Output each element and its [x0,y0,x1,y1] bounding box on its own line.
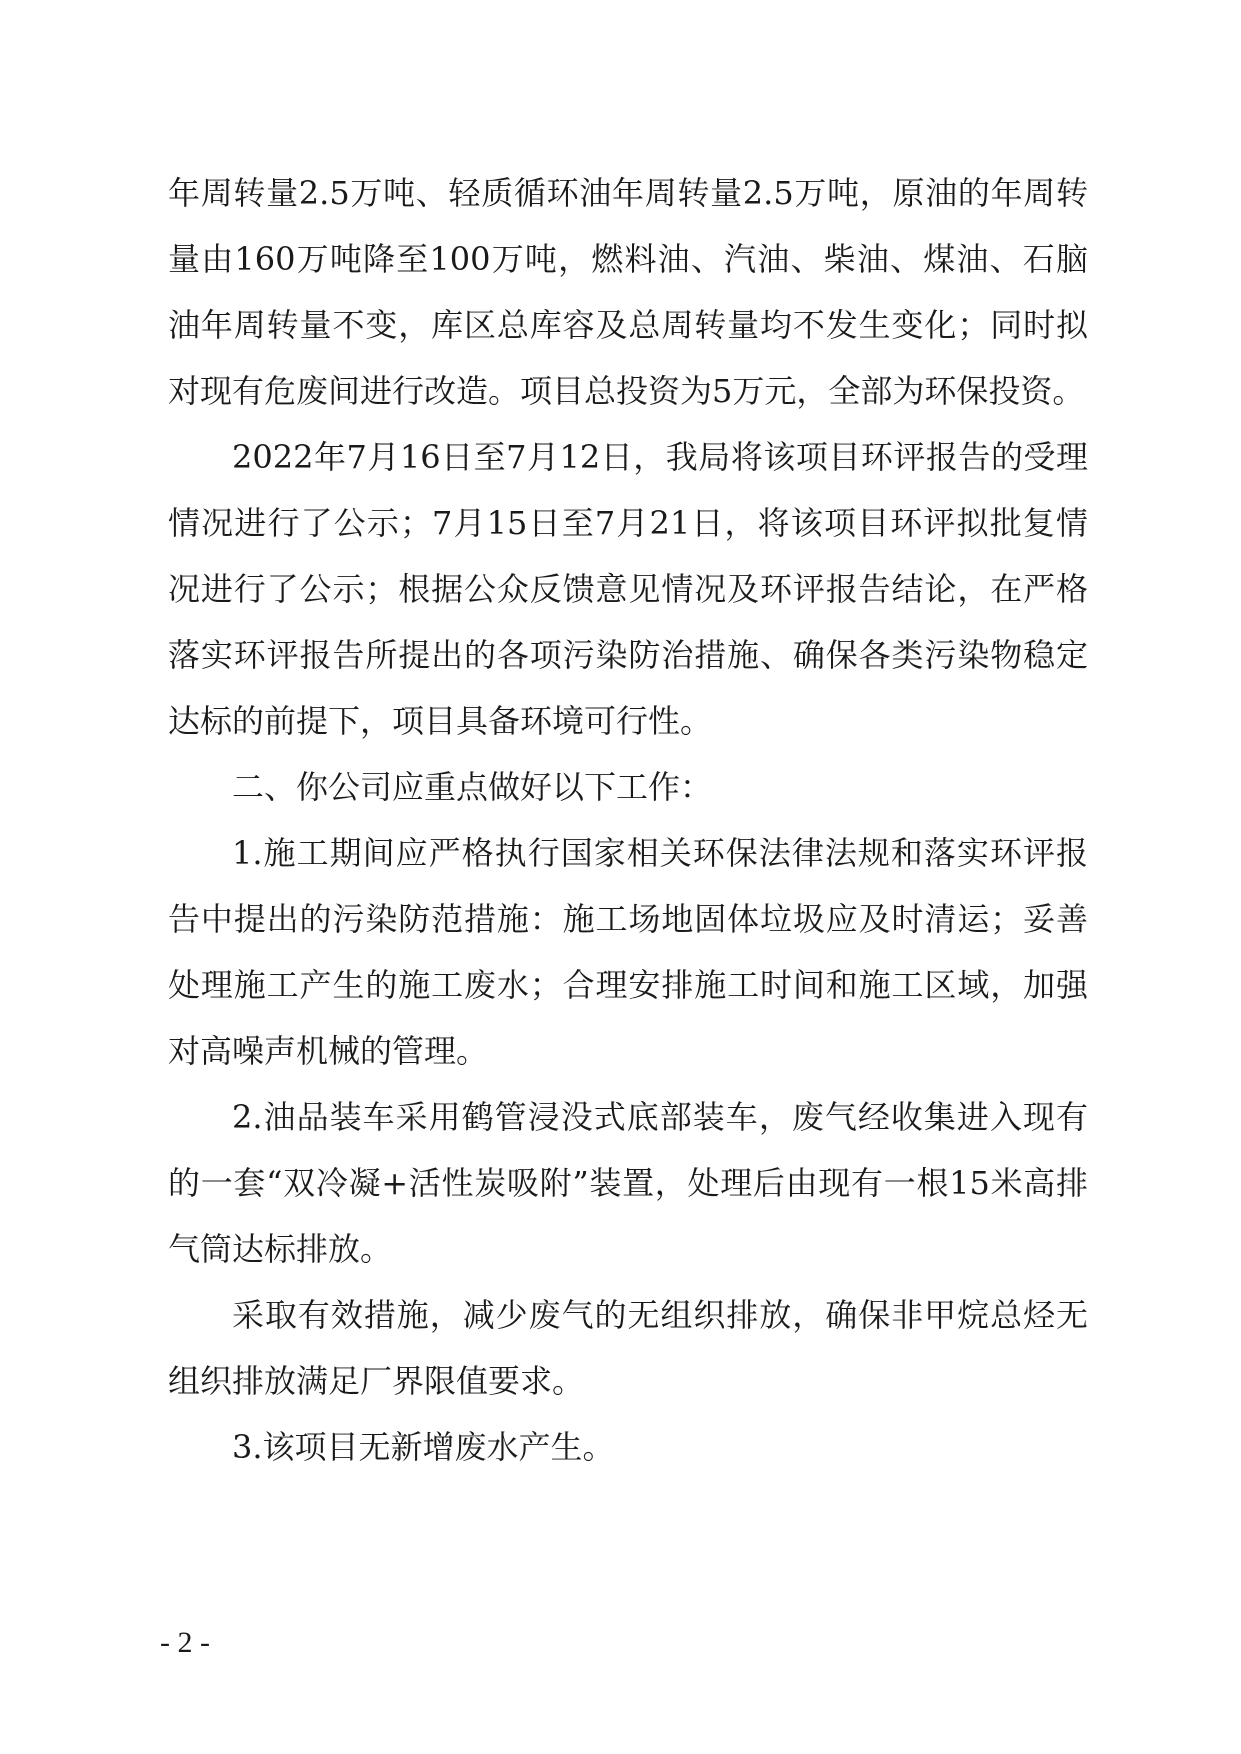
paragraph-public-notice: 2022年7月16日至7月12日，我局将该项目环评报告的受理情况进行了公示；7月15日至7月21日，将该项目环评拟批复情况进行了公示；根据公众反馈意见情况及环评报告结论，在严格落实环评报告所提出的各项污染防治措施、确保各类污染物稳定达标的前提下，项目具备环境可行性。 [168,438,1088,740]
document-body [168,160,1088,1480]
paragraph-item-1-construction: 1.施工期间应严格执行国家相关环保法律法规和落实环评报告中提出的污染防范措施：施工场地固体垃圾应及时清运；妥善处理施工产生的施工废水；合理安排施工时间和施工区域，加强对高噪声机械的管理。 [168,834,1088,1070]
section-heading-key-tasks: 二、你公司应重点做好以下工作： [232,768,713,806]
paragraph-item-2-loading: 2.油品装车采用鹤管浸没式底部装车，废气经收集进入现有的一套“双冷凝+活性炭吸附”装置，处理后由现有一根15米高排气筒达标排放。 [168,1098,1088,1268]
paragraph-project-scope: 年周转量2.5万吨、轻质循环油年周转量2.5万吨，原油的年周转量由160万吨降至100万吨，燃料油、汽油、柴油、煤油、石脑油年周转量不变，库区总库容及总周转量均不发生变化；同时拟对现有危废间进行改造。项目总投资为5万元，全部为环保投资。 [168,174,1088,410]
paragraph-item-3-wastewater: 3.该项目无新增废水产生。 [232,1428,615,1466]
page-number: - 2 - [160,1626,210,1659]
paragraph-emission-measures: 采取有效措施，减少废气的无组织排放，确保非甲烷总烃无组织排放满足厂界限值要求。 [168,1296,1088,1400]
